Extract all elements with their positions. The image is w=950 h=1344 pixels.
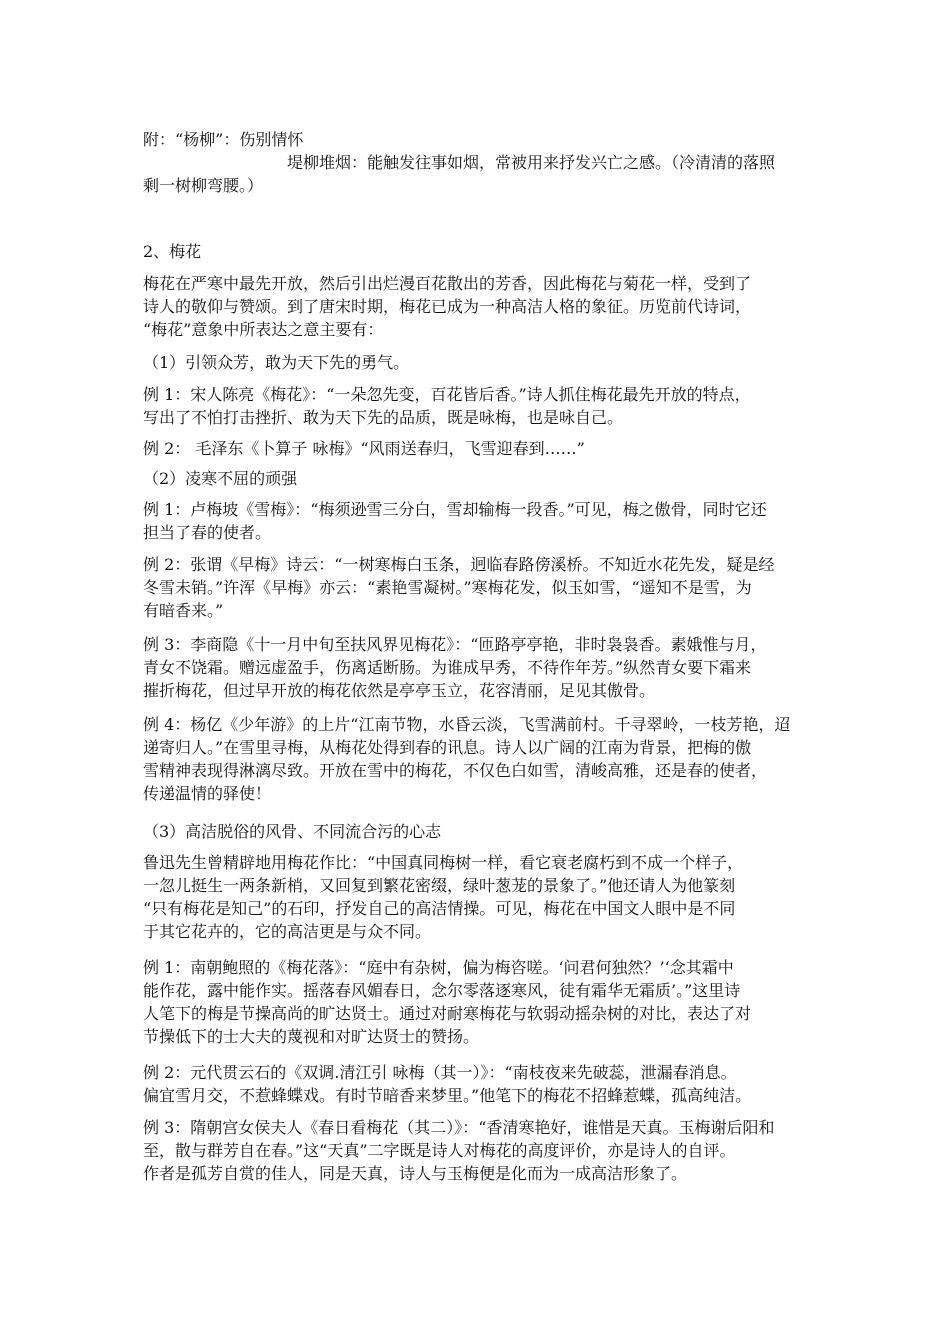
example-lady-hou [143, 1116, 813, 1185]
text-line: 例 1：南朝鲍照的《梅花落》：“庭中有杂树，偏为梅咨嗟。‘问君何独然？’‘念其霜中 [143, 958, 734, 977]
text-line: 例 2：元代贯云石的《双调.清江引 咏梅（其一）》：“南枝夜来先破蕊，泄漏春消息。 [143, 1063, 737, 1082]
paragraph-lu-xun [143, 851, 813, 943]
section-heading-plum [143, 240, 813, 263]
text-line: 例 1：卢梅坡《雪梅》：“梅须逊雪三分白，雪却输梅一段香。”可见，梅之傲骨，同时它还 [143, 500, 767, 519]
text-line: 剩一树柳弯腰。） [143, 176, 264, 195]
text-line: 雪精神表现得淋漓尽致。开放在雪中的梅花，不仅色白如雪，清峻高雅，还是春的使者， [143, 761, 768, 780]
text-line: 例 2： 毛泽东《卜算子 咏梅》“风雨送春归，飞雪迎春到……” [143, 439, 585, 458]
example-bao-zhao [143, 956, 813, 1048]
subheading-courage [143, 351, 813, 374]
text-line: 摧折梅花，但过早开放的梅花依然是亭亭玉立，花容清丽，足见其傲骨。 [143, 681, 656, 700]
text-line: 递寄归人。”在雪里寻梅，从梅花处得到春的讯息。诗人以广阔的江南为背景，把梅的傲 [143, 738, 752, 757]
text-line: “梅花”意象中所表达之意主要有： [143, 320, 384, 339]
text-line: 附：“杨柳”：伤别情怀 [143, 130, 304, 149]
willow-smoke-note [143, 151, 813, 197]
text-line: 堤柳堆烟：能触发往事如烟，常被用来抒发兴亡之感。（冷清清的落照 [287, 153, 776, 172]
text-line: 人笔下的梅是节操高尚的旷达贤士。通过对耐寒梅花与软弱动摇杂树的对比，表达了对 [143, 1004, 752, 1023]
text-line: 一忽儿挺生一两条新梢，又回复到繁花密缀，绿叶葱茏的景象了。”他还请人为他篆刻 [143, 876, 736, 895]
text-line: 鲁迅先生曾精辟地用梅花作比：“中国真同梅树一样，看它衰老腐朽到不成一个样子， [143, 853, 744, 872]
text-line: 于其它花卉的，它的高洁更是与众不同。 [143, 922, 432, 941]
example-yang-yi [143, 713, 813, 805]
text-line: 2、梅花 [143, 242, 202, 261]
text-line: （2）凌寒不屈的顽强 [143, 469, 298, 488]
text-line: 担当了春的使者。 [143, 523, 272, 542]
example-chen-liang [143, 383, 813, 429]
example-li-shangyin [143, 633, 813, 702]
text-line: 例 3：隋朝宫女侯夫人《春日看梅花（其二）》：“香清寒艳好，谁惜是天真。玉梅谢后阳和 [143, 1118, 775, 1137]
text-line: 至，散与群芳自在春。”这“天真”二字既是诗人对梅花的高度评价，亦是诗人的自评。 [143, 1141, 736, 1160]
text-line: 例 1：宋人陈亮《梅花》：“一朵忽先变，百花皆后香。”诗人抓住梅花最先开放的特点， [143, 385, 751, 404]
appendix-willow-heading [143, 128, 813, 151]
text-line: （1）引领众芳，敢为天下先的勇气。 [143, 353, 410, 372]
text-line: 例 3：李商隐《十一月中旬至扶风界见梅花》：“匝路亭亭艳，非时袅袅香。素娥惟与月， [143, 635, 767, 654]
text-line: 诗人的敬仰与赞颂。到了唐宋时期，梅花已成为一种高洁人格的象征。历览前代诗词， [143, 297, 752, 316]
subheading-noble-character [143, 820, 813, 843]
text-line: “只有梅花是知己”的石印，抒发自己的高洁情操。可见，梅花在中国文人眼中是不同 [143, 899, 736, 918]
text-line: （3）高洁脱俗的风骨、不同流合污的心志 [143, 822, 442, 841]
text-line: 梅花在严寒中最先开放，然后引出烂漫百花散出的芳香，因此梅花与菊花一样，受到了 [143, 274, 752, 293]
example-zhang-wei [143, 553, 813, 622]
text-line: 能作花，露中能作实。摇落春风媚春日，念尔零落逐寒风，徒有霜华无霜质’。”这里诗 [143, 981, 741, 1000]
text-line: 作者是孤芳自赏的佳人，同是天真，诗人与玉梅便是化而为一成高洁形象了。 [143, 1164, 688, 1183]
example-mao-zedong [143, 437, 813, 460]
text-line: 偏宜雪月交，不惹蜂蝶戏。有时节暗香来梦里。”他笔下的梅花不招蜂惹蝶，孤高纯洁。 [143, 1086, 752, 1105]
plum-intro-paragraph [143, 272, 813, 341]
text-line: 写出了不怕打击挫折、敢为天下先的品质，既是咏梅，也是咏自己。 [143, 408, 624, 427]
text-line: 例 4：杨亿《少年游》的上片“江南节物，水昏云淡，飞雪满前村。千寻翠岭，一枝芳艳，迢 [143, 715, 791, 734]
subheading-tenacity [143, 467, 813, 490]
text-line: 节操低下的士大夫的蔑视和对旷达贤士的赞扬。 [143, 1027, 480, 1046]
text-line: 传递温情的驿使！ [143, 784, 272, 803]
example-guan-yunshi [143, 1061, 813, 1107]
text-line: 例 2：张谓《早梅》诗云：“一树寒梅白玉条，迥临春路傍溪桥。不知近水花先发，疑是经 [143, 555, 775, 574]
example-lu-meipo [143, 498, 813, 544]
text-line: 有暗香来。” [143, 601, 224, 620]
text-line: 冬雪未销。”许浑《早梅》亦云：“素艳雪凝树。”寒梅花发，似玉如雪，“遥知不是雪，为 [143, 578, 752, 597]
text-line: 青女不饶霜。赠远虚盈手，伤离适断肠。为谁成早秀，不待作年芳。”纵然青女要下霜来 [143, 658, 752, 677]
